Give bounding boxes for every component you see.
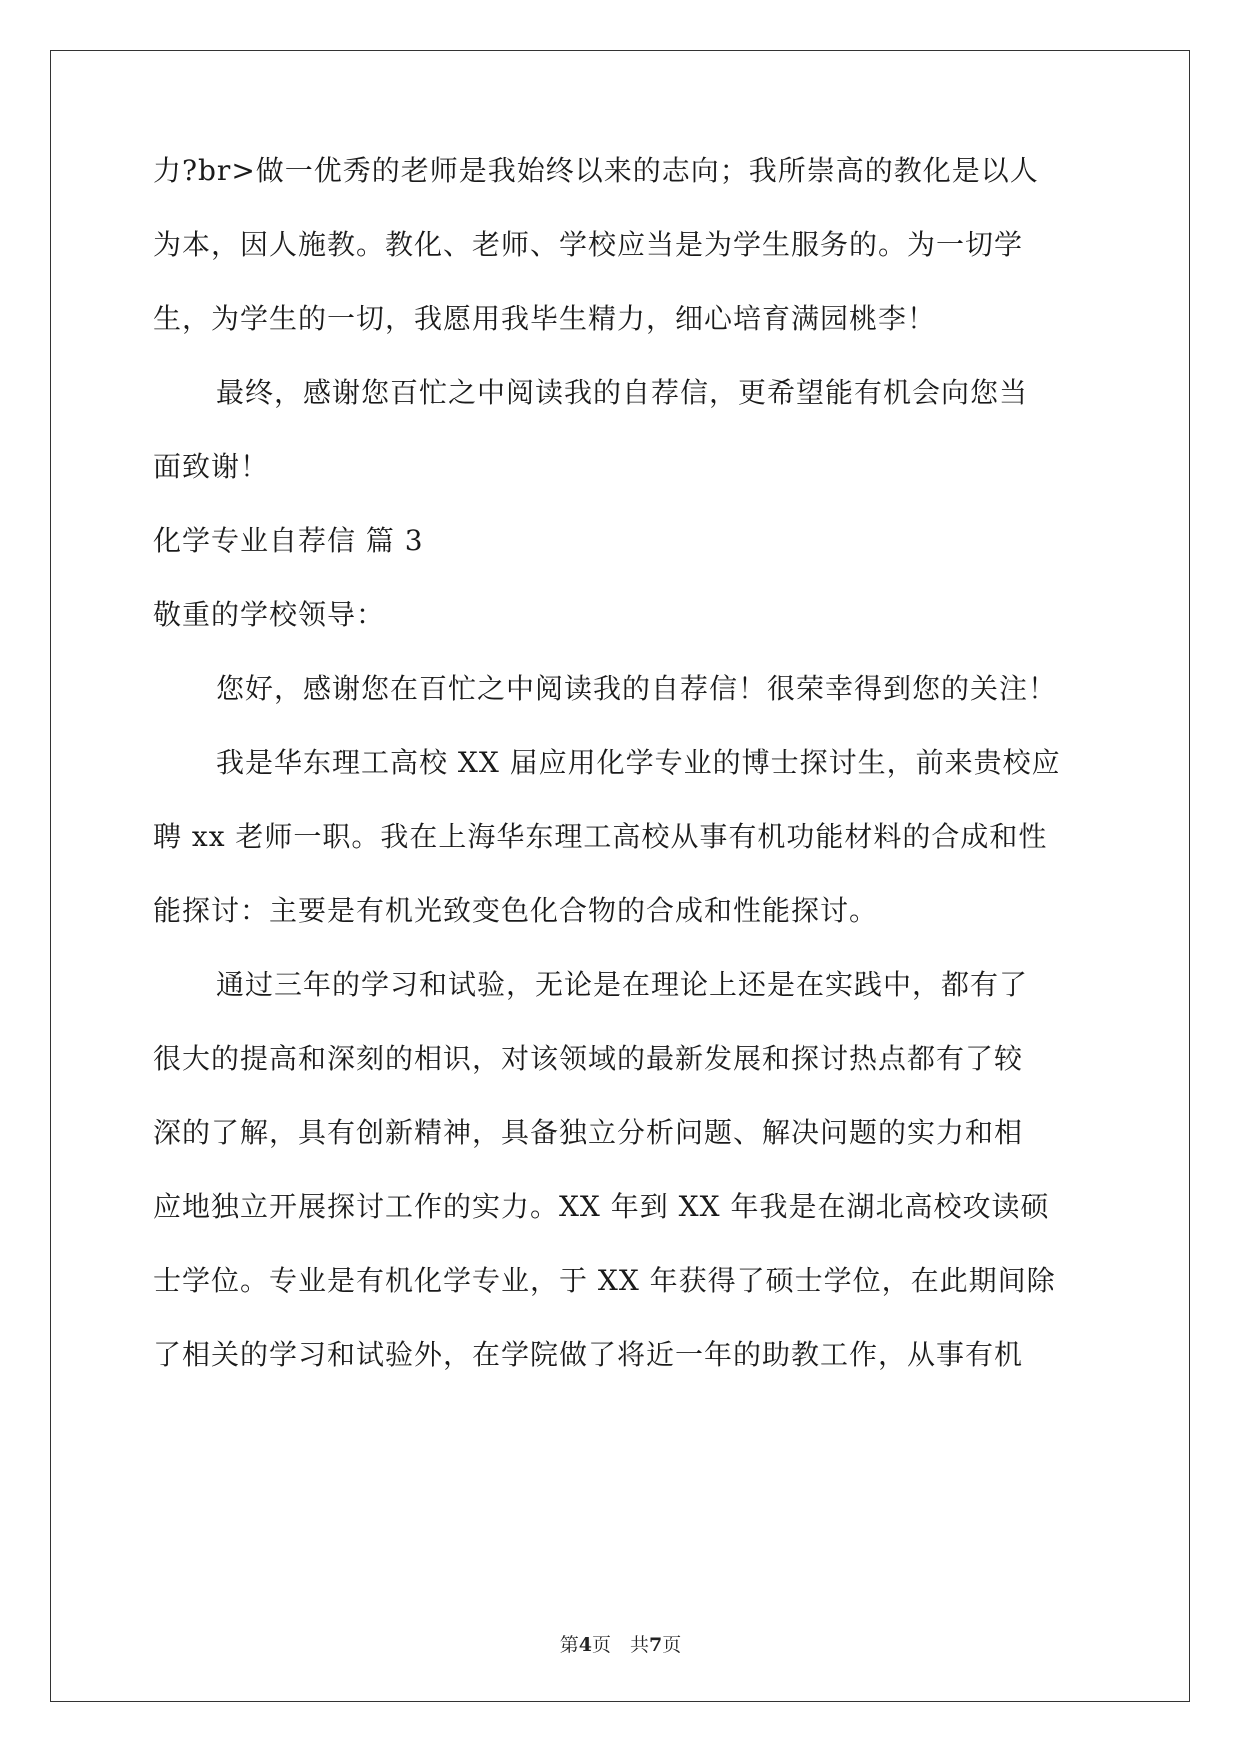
footer-mid: 页 共 (591, 1634, 649, 1656)
text-line: 士学位。专业是有机化学专业，于 XX 年获得了硕士学位，在此期间除 (153, 1264, 1056, 1297)
page-border (50, 50, 1190, 1702)
current-page-number: 4 (578, 1634, 592, 1656)
text-line: 为本，因人施教。教化、老师、学校应当是为学生服务的。为一切学 (153, 228, 1024, 261)
text-line: 聘 xx 老师一职。我在上海华东理工高校从事有机功能材料的合成和性 (153, 820, 1048, 853)
section-heading: 化学专业自荐信 篇 3 (153, 524, 424, 557)
text-line: 能探讨：主要是有机光致变色化合物的合成和性能探讨。 (153, 894, 879, 927)
paragraph-start: 您好，感谢您在百忙之中阅读我的自荐信！很荣幸得到您的关注！ (216, 672, 1058, 705)
footer-prefix: 第 (559, 1634, 579, 1656)
footer-suffix: 页 (662, 1634, 682, 1656)
text-line: 力?br>做一优秀的老师是我始终以来的志向；我所崇高的教化是以人 (153, 154, 1039, 187)
salutation: 敬重的学校领导： (153, 598, 386, 631)
paragraph-start: 我是华东理工高校 XX 届应用化学专业的博士探讨生，前来贵校应 (216, 746, 1061, 779)
text-line: 深的了解，具有创新精神，具备独立分析问题、解决问题的实力和相 (153, 1116, 1024, 1149)
text-line: 很大的提高和深刻的相识，对该领域的最新发展和探讨热点都有了较 (153, 1042, 1024, 1075)
text-line: 应地独立开展探讨工作的实力。XX 年到 XX 年我是在湖北高校攻读硕 (153, 1190, 1050, 1223)
paragraph-start: 通过三年的学习和试验，无论是在理论上还是在实践中，都有了 (216, 968, 1029, 1001)
total-page-number: 7 (649, 1634, 663, 1656)
text-line: 面致谢！ (153, 450, 270, 483)
text-line: 了相关的学习和试验外，在学院做了将近一年的助教工作，从事有机 (153, 1338, 1024, 1371)
page-footer (0, 1630, 1241, 1657)
paragraph-start: 最终，感谢您百忙之中阅读我的自荐信，更希望能有机会向您当 (216, 376, 1029, 409)
text-line: 生，为学生的一切，我愿用我毕生精力，细心培育满园桃李！ (153, 302, 937, 335)
